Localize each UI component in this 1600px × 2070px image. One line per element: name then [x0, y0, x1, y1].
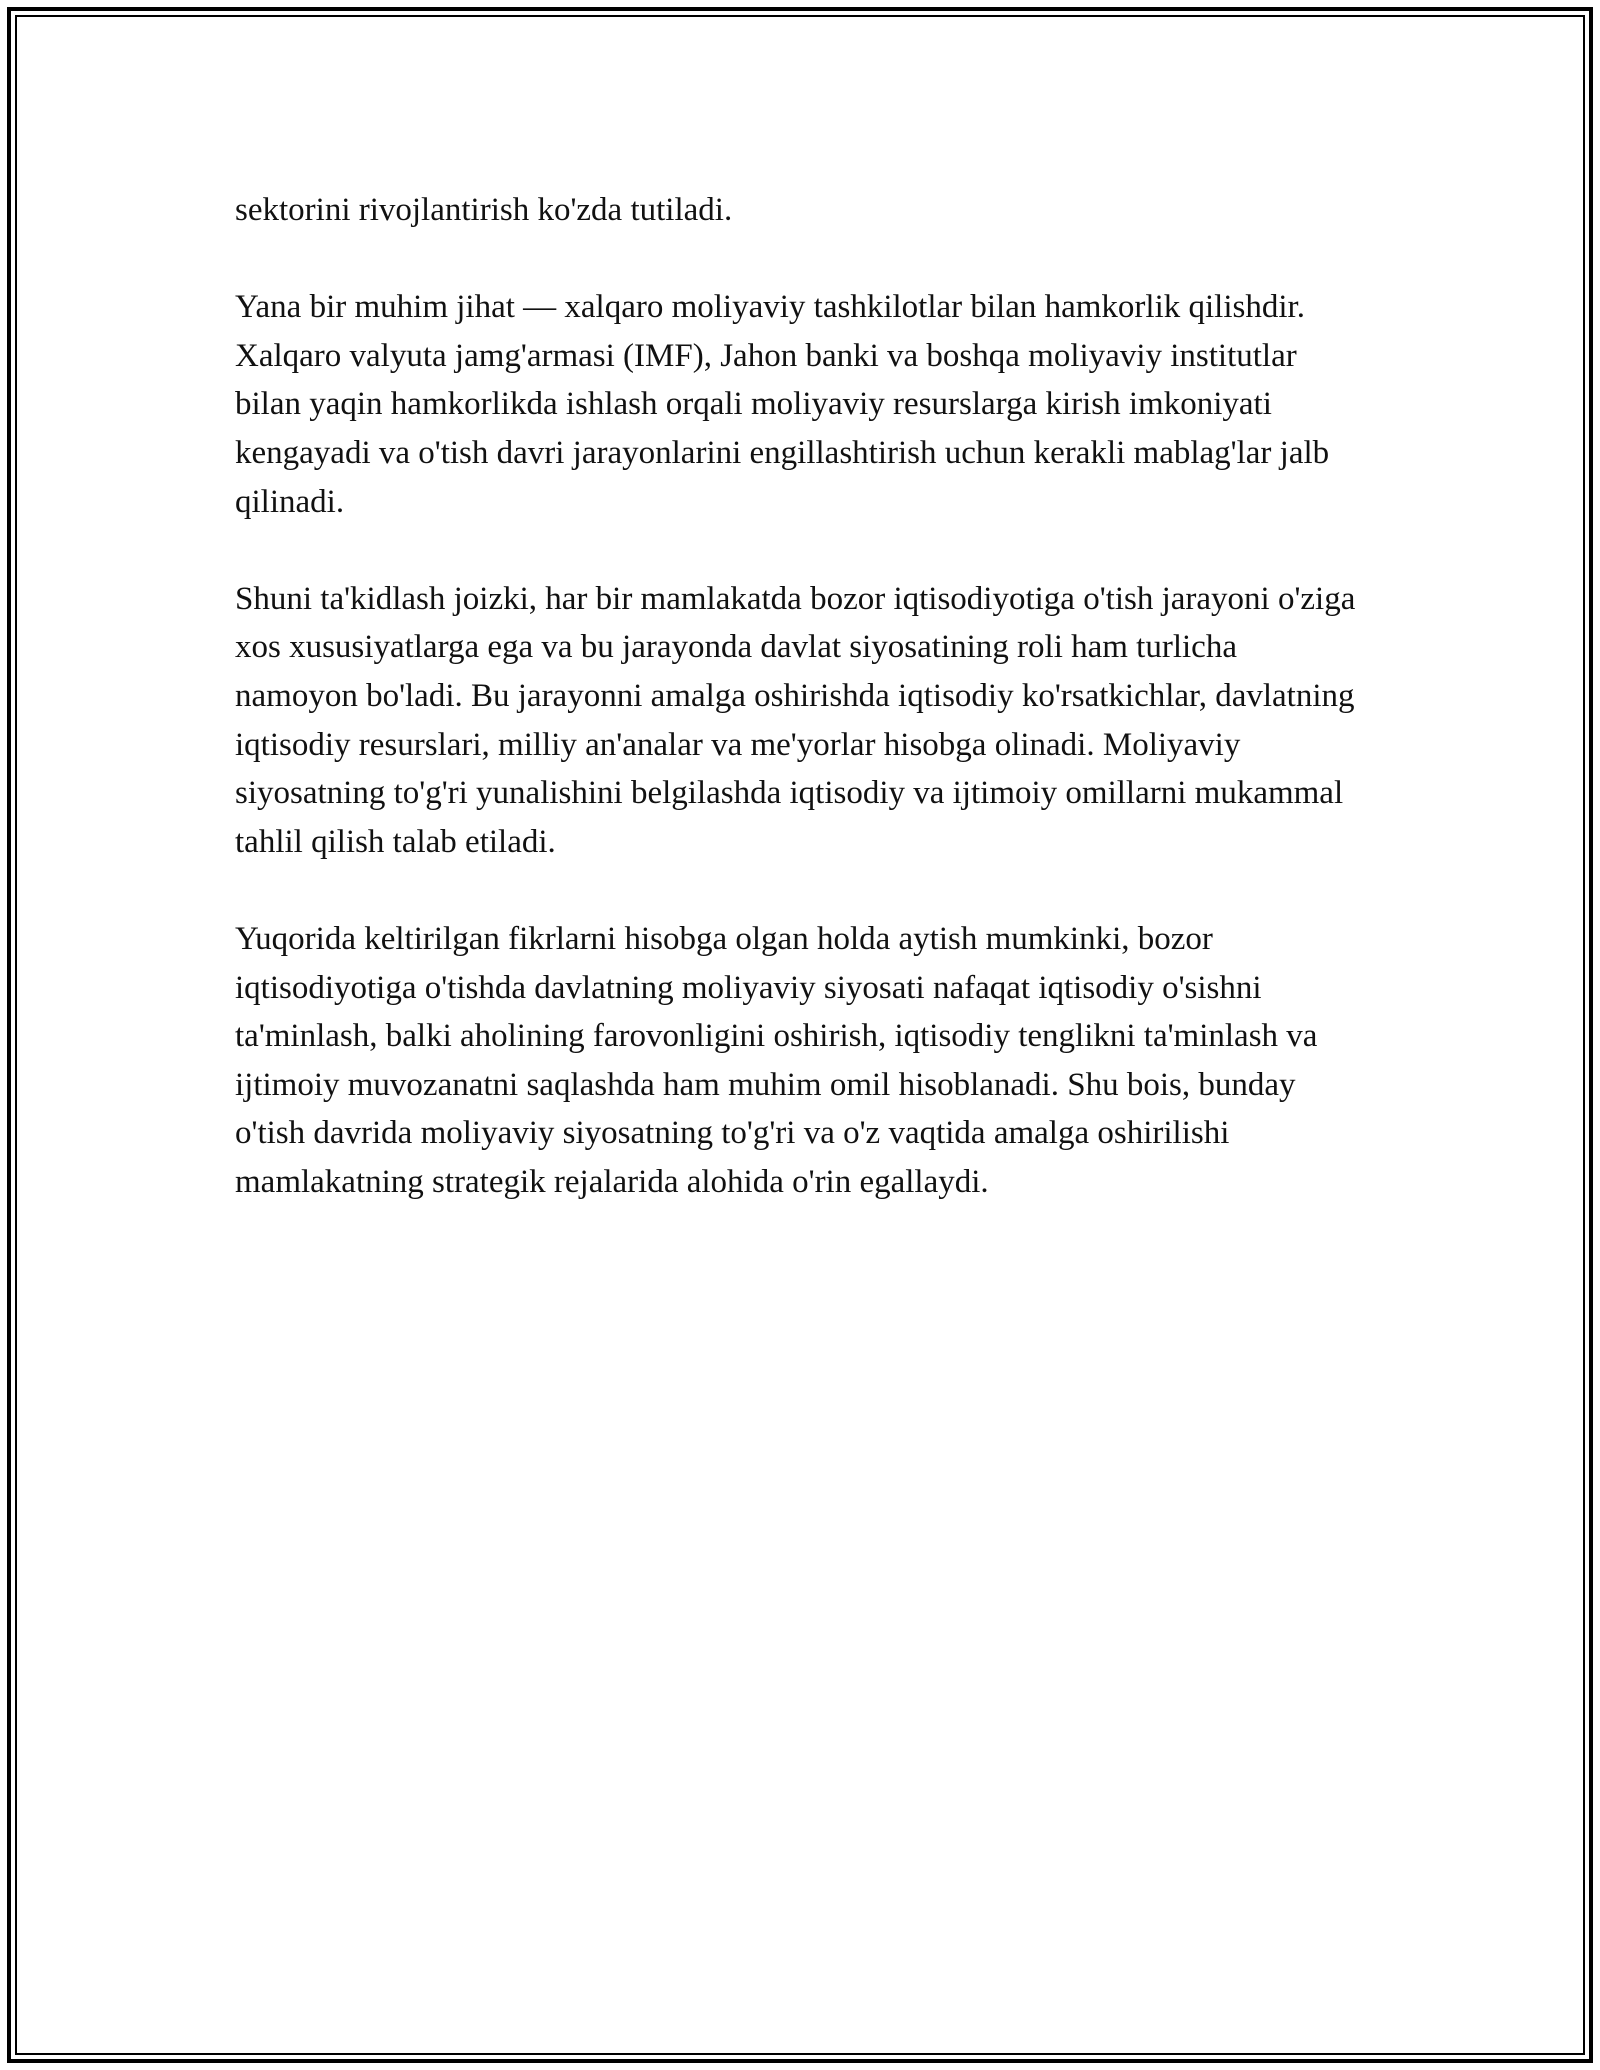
- document-body: [235, 186, 1365, 1255]
- paragraph-conclusion: Yuqorida keltirilgan fikrlarni hisobga olgan holda aytish mumkinki, bozor iqtisodiyotiga o'tishda davlatning moliyaviy siyosati nafaqat iqtisodiy o'sishni ta'minlash, balki aholining farovonligini oshirish, iqtisodiy tenglikni ta'minlash va ijtimoiy muvozanatni saqlashda ham muhim omil hisoblanadi. Shu bois, bunday o'tish davrida moliyaviy siyosatning to'g'ri va o'z vaqtida amalga oshirilishi mamlakatning strategik rejalarida alohida o'rin egallaydi.: [235, 920, 1318, 1200]
- paragraph-international-cooperation: Yana bir muhim jihat — xalqaro moliyaviy tashkilotlar bilan hamkorlik qilishdir. Xalqaro valyuta jamg'armasi (IMF), Jahon banki va boshqa moliyaviy institutlar bilan yaqin hamkorlikda ishlash orqali moliyaviy resurslarga kirish imkoniyati kengayadi va o'tish davri jarayonlarini engillashtirish uchun kerakli mablag'lar jalb qilinadi.: [235, 289, 1330, 520]
- paragraph-continuation: sektorini rivojlantirish ko'zda tutiladi.: [235, 192, 733, 228]
- paragraph-country-specifics: Shuni ta'kidlash joizki, har bir mamlakatda bozor iqtisodiyotiga o'tish jarayoni o'ziga xos xususiyatlarga ega va bu jarayonda davlat siyosatining roli ham turlicha namoyon bo'ladi. Bu jarayonni amalga oshirishda iqtisodiy ko'rsatkichlar, davlatning iqtisodiy resurslari, milliy an'analar va me'yorlar hisobga olinadi. Moliyaviy siyosatning to'g'ri yunalishini belgilashda iqtisodiy va ijtimoiy omillarni mukammal tahlil qilish talab etiladi.: [235, 580, 1356, 860]
